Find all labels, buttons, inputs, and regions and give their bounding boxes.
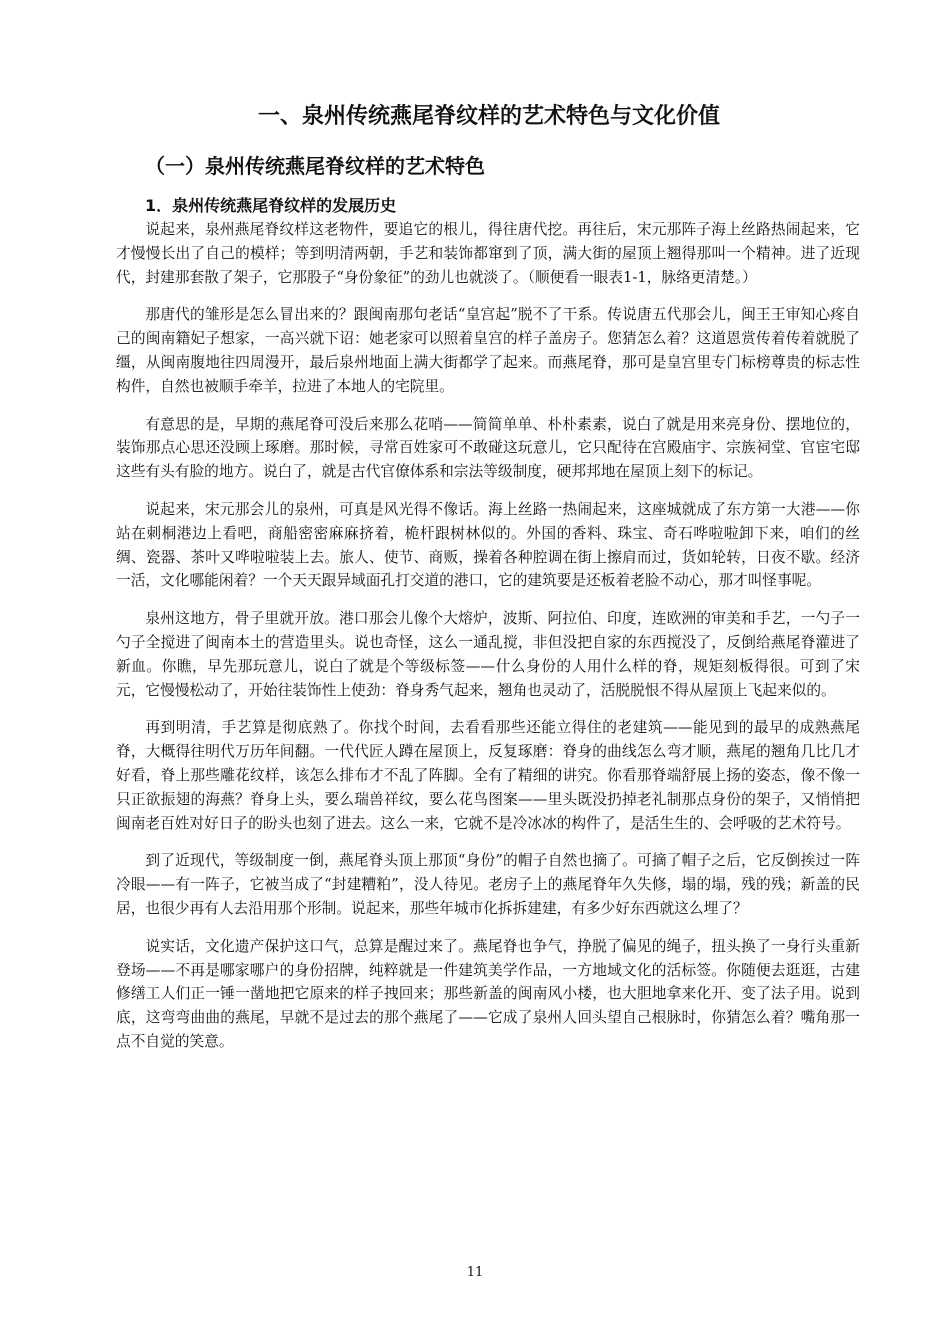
subsubsection-heading: 1．泉州传统燕尾脊纹样的发展历史 [145, 196, 397, 215]
paragraph: 再到明清，手艺算是彻底熟了。你找个时间，去看看那些还能立得住的老建筑——能见到的最早的成熟燕尾脊，大概得往明代万历年间翻。一代代匠人蹲在屋顶上，反复琢磨：脊身的曲线怎么弯才顺，燕尾的翘角几比几才好看，脊上那些雕花纹样，该怎么排布才不乱了阵脚。全有了精细的讲究。你看那脊端舒展上扬的姿态，像不像一只正欲振翅的海燕？脊身上头，要么瑞兽祥纹，要么花鸟图案——里头既没扔掉老礼制那点身份的架子，又悄悄把闽南老百姓对好日子的盼头也刻了进去。这么一来，它就不是冷冰冰的构件了，是活生生的、会呼吸的艺术符号。 [116, 719, 860, 832]
paragraph: 那唐代的雏形是怎么冒出来的？跟闽南那句老话“皇宫起”脱不了干系。传说唐五代那会儿，闽王王审知心疼自己的闽南籍妃子想家，一高兴就下诏：她老家可以照着皇宫的样子盖房子。您猜怎么着？这道恩赏传着传着就脱了缰，从闽南腹地往四周漫开，最后泉州地面上满大街都学了起来。而燕尾脊，那可是皇宫里专门标榜尊贵的标志性构件，自然也被顺手牵羊，拉进了本地人的宅院里。 [116, 306, 860, 395]
paragraph: 说起来，宋元那会儿的泉州，可真是风光得不像话。海上丝路一热闹起来，这座城就成了东方第一大港——你站在刺桐港边上看吧，商船密密麻麻挤着，桅杆跟树林似的。外国的香料、珠宝、奇石哗啦啦卸下来，咱们的丝绸、瓷器、茶叶又哗啦啦装上去。旅人、使节、商贩，操着各种腔调在街上擦肩而过，货如轮转，日夜不歇。经济一活，文化哪能闲着？一个天天跟异域面孔打交道的港口，它的建筑要是还板着老脸不动心，那才叫怪事呢。 [116, 500, 860, 590]
paragraph: 说起来，泉州燕尾脊纹样这老物件，要追它的根儿，得往唐代挖。再往后，宋元那阵子海上丝路热闹起来，它才慢慢长出了自己的模样；等到明清两朝，手艺和装饰都窜到了顶，满大街的屋顶上翘得那叫一个精神。进了近现代，封建那套散了架子，它那股子“身份象征”的劲儿也就淡了。（顺便看一眼表1-1，脉络更清楚。） [116, 221, 860, 286]
body-text [116, 218, 860, 1068]
paragraph: 泉州这地方，骨子里就开放。港口那会儿像个大熔炉，波斯、阿拉伯、印度，连欧洲的审美和手艺，一勺子一勺子全搅进了闽南本土的营造里头。说也奇怪，这么一通乱搅，非但没把自家的东西搅没了，反倒给燕尾脊灌进了新血。你瞧，早先那玩意儿，说白了就是个等级标签——什么身份的人用什么样的脊，规矩刻板得很。可到了宋元，它慢慢松动了，开始往装饰性上使劲：脊身秀气起来，翘角也灵动了，活脱脱恨不得从屋顶上飞起来似的。 [116, 610, 860, 699]
section-heading: 一、泉州传统燕尾脊纹样的艺术特色与文化价值 [258, 104, 721, 129]
paragraph: 有意思的是，早期的燕尾脊可没后来那么花哨——简简单单、朴朴素素，说白了就是用来亮身份、摆地位的，装饰那点心思还没顾上琢磨。那时候，寻常百姓家可不敢碰这玩意儿，它只配待在宫殿庙宇、宗族祠堂、官宦宅邸这些有头有脸的地方。说白了，就是古代官僚体系和宗法等级制度，硬邦邦地在屋顶上刻下的标记。 [116, 415, 860, 481]
page-number: 11 [466, 1265, 484, 1280]
paragraph: 说实话，文化遗产保护这口气，总算是醒过来了。燕尾脊也争气，挣脱了偏见的绳子，扭头换了一身行头重新登场——不再是哪家哪户的身份招牌，纯粹就是一件建筑美学作品，一方地域文化的活标签。你随便去逛逛，古建修缮工人们正一锤一凿地把它原来的样子拽回来；那些新盖的闽南风小楼，也大胆地拿来化开、变了法子用。说到底，这弯弯曲曲的燕尾，早就不是过去的那个燕尾了——它成了泉州人回头望自己根脉时，你猜怎么着？嘴角那一点不自觉的笑意。 [116, 937, 860, 1050]
paragraph: 到了近现代，等级制度一倒，燕尾脊头顶上那顶“身份”的帽子自然也摘了。可摘了帽子之后，它反倒挨过一阵冷眼——有一阵子，它被当成了“封建糟粕”，没人待见。老房子上的燕尾脊年久失修，塌的塌，残的残；新盖的民居，也很少再有人去沿用那个形制。说起来，那些年城市化拆拆建建，有多少好东西就这么埋了？ [116, 852, 860, 917]
subsection-heading: （一）泉州传统燕尾脊纹样的艺术特色 [145, 154, 485, 178]
